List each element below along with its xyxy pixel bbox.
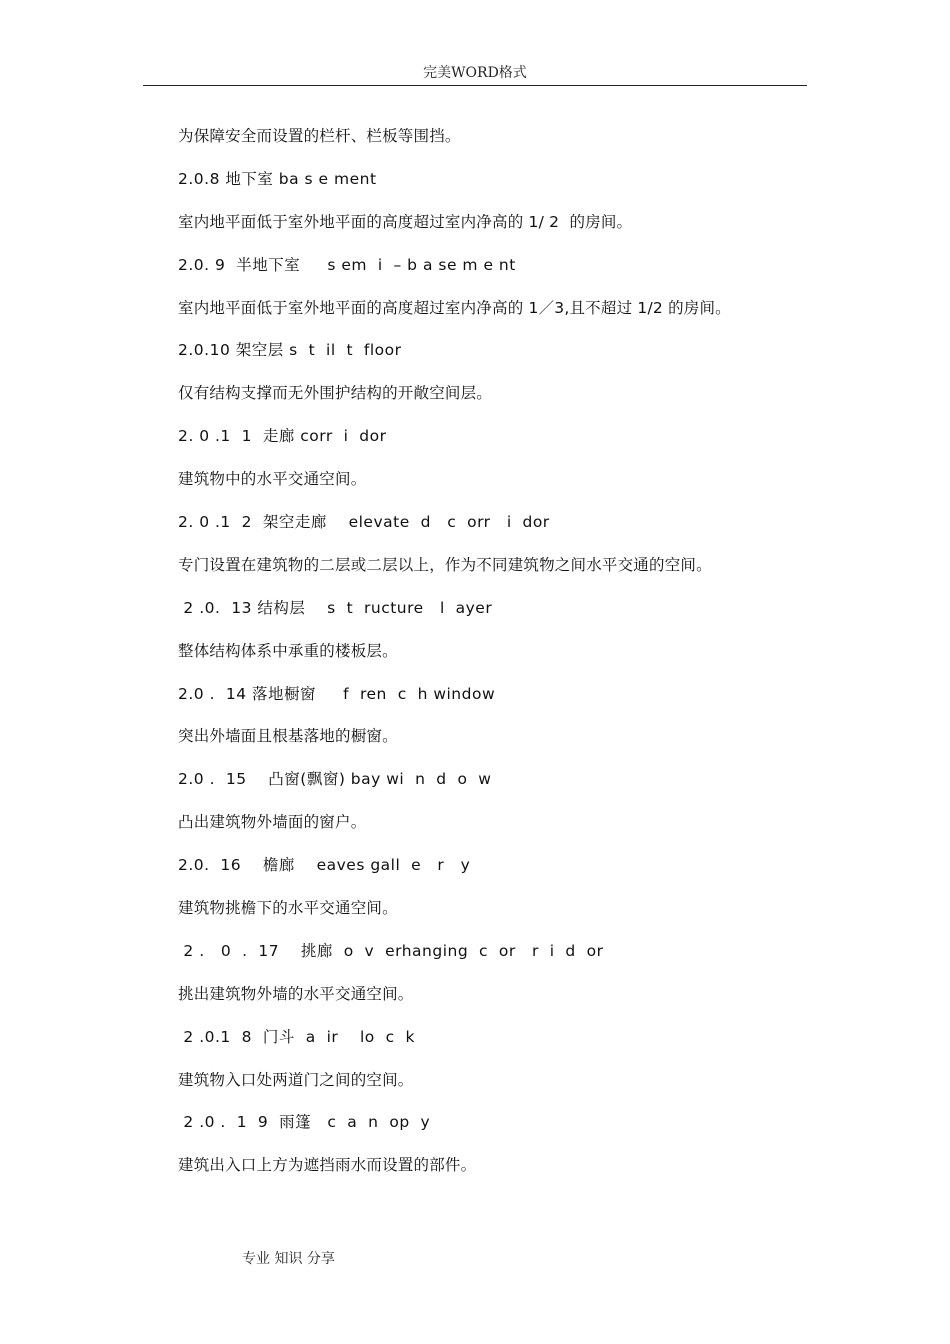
term-heading: 2.0 . 14 落地橱窗 f ren c h window: [178, 684, 496, 703]
term-heading: 2. 0 .1 2 架空走廊 elevate d c orr i dor: [178, 513, 550, 532]
definition-text: 建筑出入口上方为遮挡雨水而设置的部件。: [178, 1156, 477, 1175]
definition-text: 建筑物入口处两道门之间的空间。: [178, 1070, 414, 1089]
definition-text: 建筑物挑檐下的水平交通空间。: [178, 899, 398, 918]
page-header: 完美WORD格式: [423, 65, 527, 81]
definition-text: 室内地平面低于室外地平面的高度超过室内净高的 1/ 2 的房间。: [178, 212, 633, 231]
definition-text: 为保障安全而设置的栏杆、栏板等围挡。: [178, 127, 461, 145]
term-heading: 2 .0.1 8 门斗 a ir lo c k: [178, 1027, 415, 1046]
term-heading: 2 .0 . 1 9 雨篷 c a n op y: [178, 1113, 431, 1132]
term-heading: 2.0.8 地下室 ba s e ment: [178, 169, 377, 188]
term-heading: 2. 0 .1 1 走廊 corr i dor: [178, 427, 387, 446]
definition-text: 室内地平面低于室外地平面的高度超过室内净高的 1／3,且不超过 1/2 的房间。: [178, 298, 731, 317]
term-heading: 2.0.10 架空层 s t il t floor: [178, 341, 402, 360]
definition-text: 挑出建筑物外墙的水平交通空间。: [178, 984, 414, 1003]
definition-text: 整体结构体系中承重的楼板层。: [178, 641, 398, 660]
term-heading: 2 . 0 . 17 挑廊 o v erhanging c or r i d or: [178, 941, 604, 960]
term-heading: 2.0 . 15 凸窗(飘窗) bay wi n d o w: [178, 770, 492, 789]
term-heading: 2 .0. 13 结构层 s t ructure l ayer: [178, 598, 493, 617]
definition-text: 突出外墙面且根基落地的橱窗。: [178, 727, 398, 746]
definition-text: 建筑物中的水平交通空间。: [178, 470, 367, 489]
definition-text: 仅有结构支撑而无外围护结构的开敞空间层。: [178, 384, 493, 403]
page-footer: 专业 知识 分享: [242, 1251, 335, 1267]
document-body: [178, 126, 818, 1198]
definition-text: 专门设置在建筑物的二层或二层以上，作为不同建筑物之间水平交通的空间。: [178, 555, 712, 574]
definition-text: 凸出建筑物外墙面的窗户。: [178, 813, 367, 832]
header-rule: [143, 85, 807, 86]
term-heading: 2.0. 16 檐廊 eaves gall e r y: [178, 856, 471, 875]
term-heading: 2.0. 9 半地下室 s em i – b a se m e nt: [178, 255, 516, 274]
